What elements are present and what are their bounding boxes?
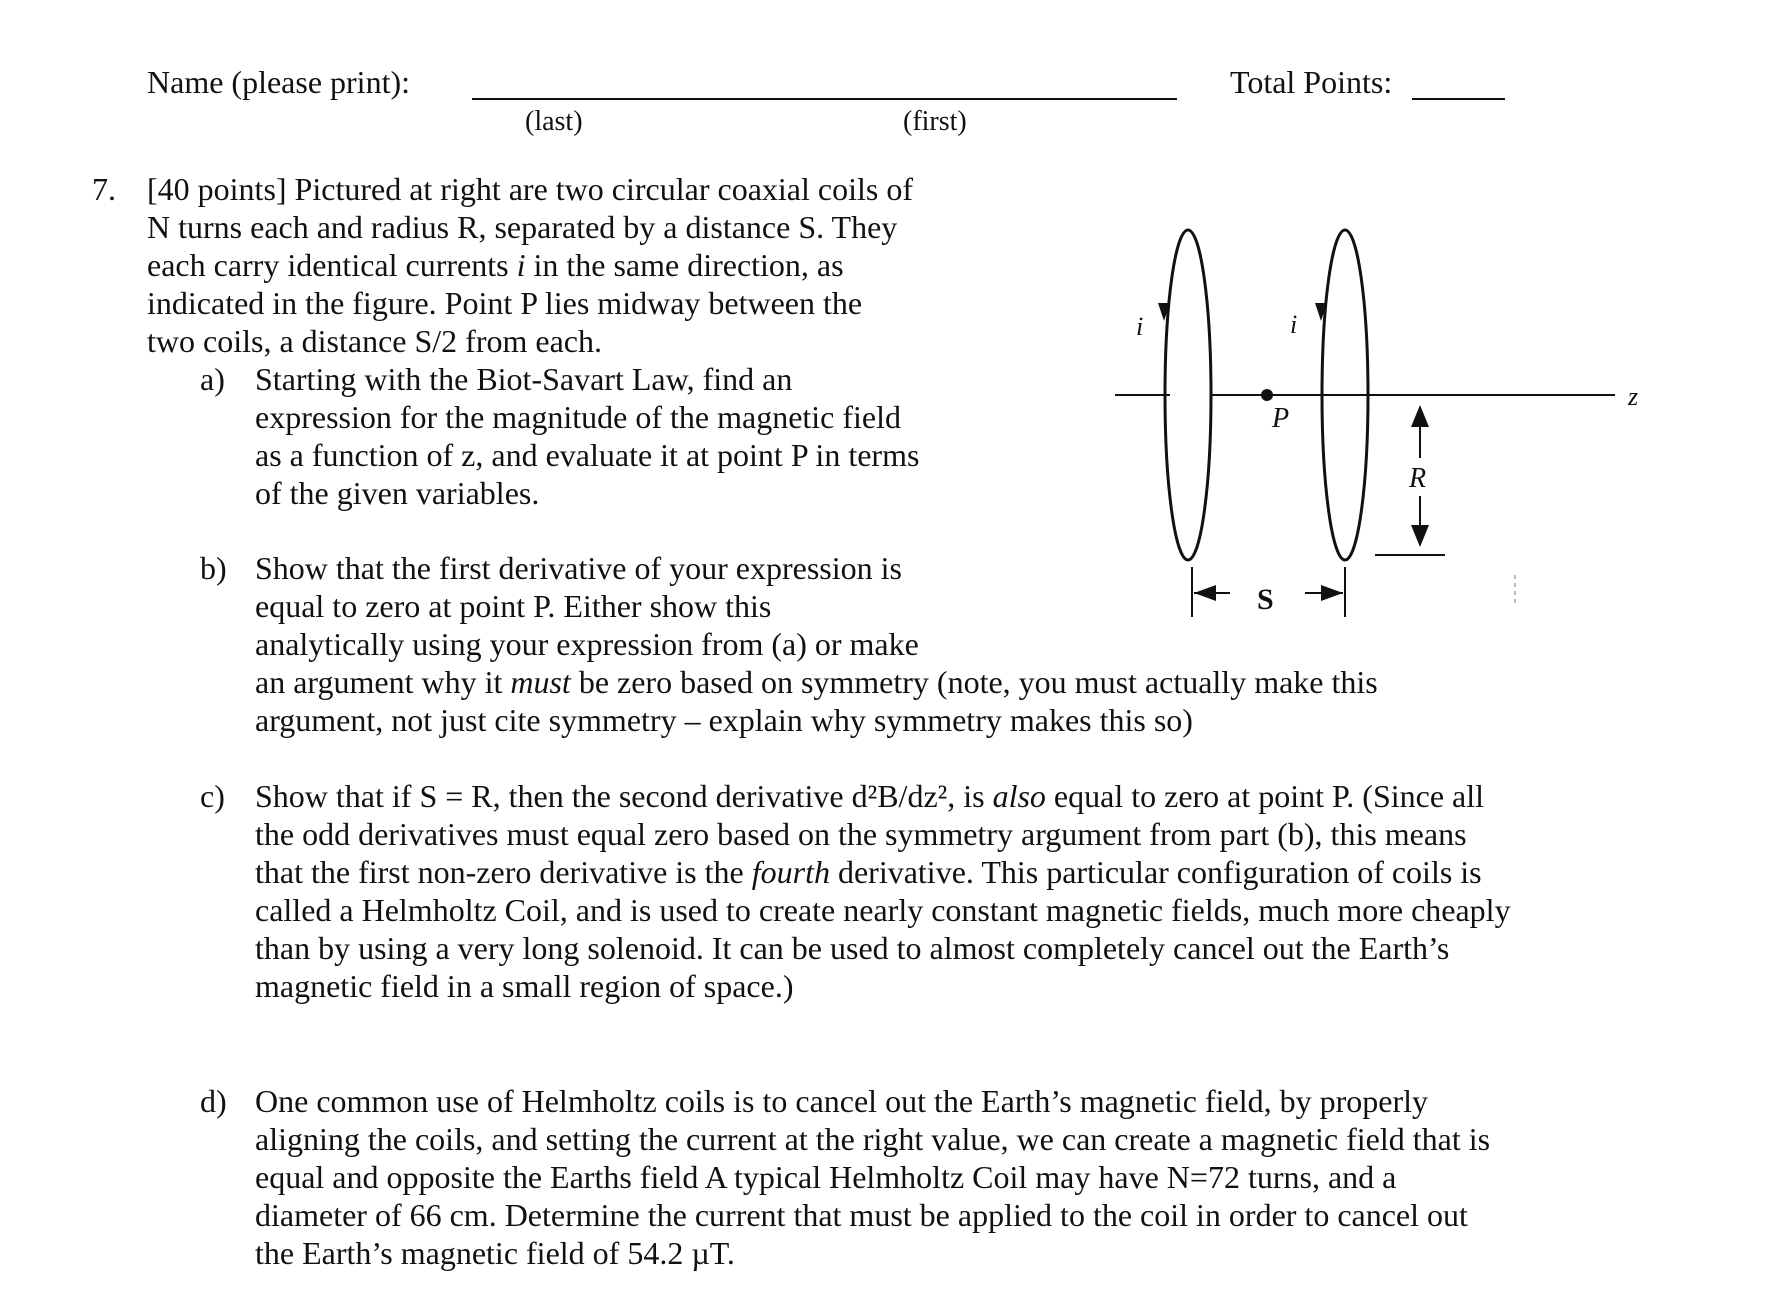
part-a-line-4: of the given variables. (255, 475, 540, 511)
point-p-marker (1261, 389, 1273, 401)
radius-arrow-up-icon (1411, 405, 1429, 427)
part-c-line-3-pre: that the first non-zero derivative is the (255, 854, 752, 890)
current-var: i (516, 247, 526, 283)
last-name-label: (last) (525, 106, 583, 137)
intro-line-2: N turns each and radius R, separated by a distance S. They (147, 209, 898, 245)
part-c-line-1 (255, 777, 1484, 815)
part-d-line-3: equal and opposite the Earths field A typical Helmholtz Coil may have N=72 turns, and a (255, 1159, 1397, 1195)
part-c-line-4: called a Helmholtz Coil, and is used to create nearly constant magnetic fields, much more cheaply (255, 892, 1511, 928)
z-axis-label: z (1628, 382, 1639, 411)
helmholtz-coil-figure (1100, 215, 1660, 635)
intro-line-3-tail: in the same direction, as (525, 247, 844, 283)
part-b-line-5: argument, not just cite symmetry – explain why symmetry makes this so) (255, 702, 1193, 738)
part-b-line-4-pre: an argument why it (255, 664, 511, 700)
part-d-line-1: One common use of Helmholtz coils is to cancel out the Earth’s magnetic field, by properly (255, 1083, 1429, 1119)
radius-arrow-down-icon (1411, 525, 1429, 547)
intro-line-3-start: each carry identical currents (147, 247, 517, 283)
part-c-line-5: than by using a very long solenoid. It can be used to almost completely cancel out the Earth’s (255, 930, 1450, 966)
part-b-emphasis: must (510, 664, 571, 700)
part-b-line-4 (255, 663, 1378, 701)
left-coil (1165, 230, 1211, 560)
part-c-line-3 (255, 853, 1482, 891)
part-c-line-1-pre: Show that if S = R, then the second derivative d²B/dz², is (255, 778, 993, 814)
part-b-line-2: equal to zero at point P. Either show this (255, 588, 772, 624)
part-a-line-2: expression for the magnitude of the magnetic field (255, 399, 902, 435)
intro-line-4: indicated in the figure. Point P lies midway between the (147, 285, 863, 321)
part-d-line-5: the Earth’s magnetic field of 54.2 µT. (255, 1235, 735, 1271)
part-c-label: c) (200, 778, 225, 814)
name-label: Name (please print): (147, 64, 410, 100)
point-p-label: P (1272, 403, 1290, 434)
part-d-label: d) (200, 1083, 227, 1119)
separation-arrow-left-icon (1194, 585, 1216, 601)
first-name-label: (first) (903, 106, 967, 137)
separation-arrow-right-icon (1321, 585, 1343, 601)
part-d-line-4: diameter of 66 cm. Determine the current that must be applied to the coil in order to cancel out (255, 1197, 1468, 1233)
separation-label: S (1257, 583, 1274, 616)
part-c-line-6: magnetic field in a small region of space.) (255, 968, 794, 1004)
radius-label: R (1409, 463, 1427, 494)
part-b-line-1: Show that the first derivative of your expression is (255, 550, 902, 586)
part-d-line-2: aligning the coils, and setting the current at the right value, we can create a magnetic field that is (255, 1121, 1491, 1157)
part-b-line-4-post: be zero based on symmetry (note, you must actually make this (570, 664, 1378, 700)
part-c-emphasis-also: also (992, 778, 1046, 814)
part-a-line-1: Starting with the Biot-Savart Law, find an (255, 361, 793, 397)
part-c-line-1-post: equal to zero at point P. (Since all (1045, 778, 1485, 814)
problem-number: 7. (92, 171, 116, 207)
part-c-emphasis-fourth: fourth (751, 854, 830, 890)
left-current-label: i (1136, 312, 1144, 341)
total-points-field-line[interactable] (1412, 98, 1505, 100)
intro-line-1: [40 points] Pictured at right are two circular coaxial coils of (147, 171, 913, 207)
name-field-line[interactable] (472, 98, 1177, 100)
part-b-line-3: analytically using your expression from (a) or make (255, 626, 919, 662)
part-a-line-3: as a function of z, and evaluate it at point P in terms (255, 437, 920, 473)
part-b-label: b) (200, 550, 227, 586)
part-c-line-3-post: derivative. This particular configuration of coils is (829, 854, 1482, 890)
part-c-line-2: the odd derivatives must equal zero based on the symmetry argument from part (b), this means (255, 816, 1467, 852)
right-current-label: i (1290, 310, 1298, 339)
intro-line-3 (147, 246, 844, 284)
intro-line-5: two coils, a distance S/2 from each. (147, 323, 602, 359)
total-points-label: Total Points: (1230, 64, 1393, 100)
part-a-label: a) (200, 361, 225, 397)
